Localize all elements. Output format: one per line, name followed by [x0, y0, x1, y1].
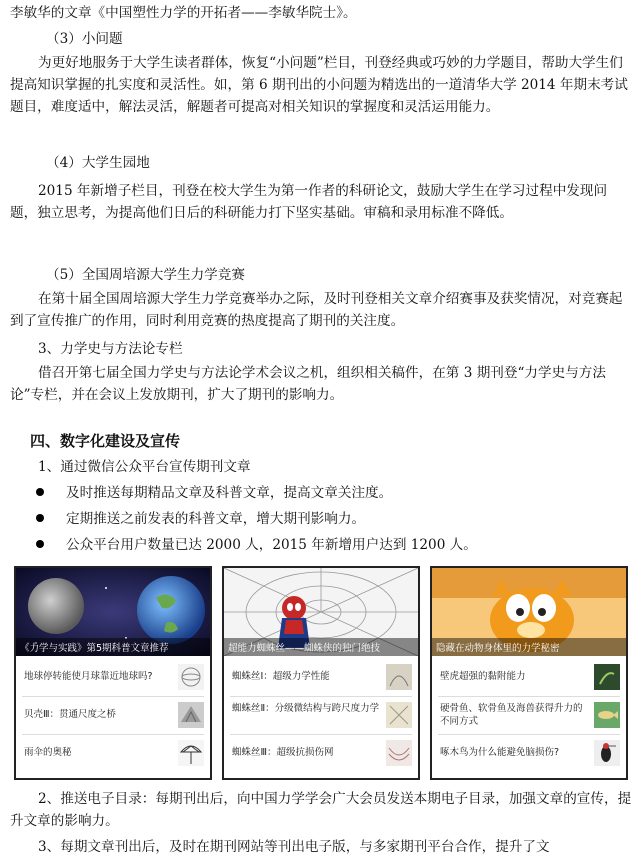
subsection-title-student-garden: （4）大学生园地 [46, 155, 150, 171]
divider [230, 734, 412, 735]
earth-icon [178, 664, 204, 690]
paragraph-competition: 在第十届全国周培源大学生力学竞赛举办之际，及时刊登相关文章介绍赛事及获奖情况，对竞赛起到了宣传推广的作用，同时利用竞赛的热度提高了期刊的关注度。 [10, 291, 623, 329]
divider [22, 734, 204, 735]
card-article-link[interactable]: 蜘蛛丝Ⅰ：超级力学性能 [232, 671, 330, 682]
section-heading-digital: 四、数字化建设及宣传 [30, 432, 181, 450]
card-caption: 《力学与实践》第5期科普文章推荐 [16, 638, 210, 656]
paragraph-publish-online: 3、每期文章刊出后，及时在期刊网站等刊出电子版，与多家期刊平台合作，提升了文 [38, 839, 550, 855]
card-article-link[interactable]: 地球停转能使月球靠近地球吗? [24, 671, 153, 682]
gecko-icon [594, 664, 620, 690]
microstructure-icon [386, 702, 412, 728]
woodpecker-icon [594, 740, 620, 766]
paragraph-student-garden: 2015 年新增子栏目，刊登在校大学生为第一作者的科研论文，鼓励大学生在学习过程中发现问题，独立思考，为提高他们日后的科研能力打下坚实基础。审稿和录用标准不降低。 [10, 183, 608, 221]
bullet-item: 定期推送之前发表的科普文章，增大期刊影响力。 [36, 508, 365, 530]
card-article-link[interactable]: 蜘蛛丝Ⅲ：超级抗损伤网 [232, 747, 334, 758]
subsection-title-small-problems: （3）小问题 [46, 31, 123, 47]
shell-icon [178, 702, 204, 728]
card-article-link[interactable]: 蜘蛛丝Ⅱ：分级微结构与跨尺度力学 [232, 703, 380, 714]
card-article-link[interactable]: 雨伞的奥秘 [24, 747, 72, 758]
divider [438, 734, 620, 735]
card-image-spider-web [224, 568, 418, 656]
paragraph-push-catalog: 2、推送电子目录：每期刊出后，向中国力学学会广大会员发送本期电子目录，加强文章的宣传，提升文章的影响力。 [10, 791, 632, 829]
bullet-dot [36, 488, 44, 496]
section-title-history: 3、力学史与方法论专栏 [38, 341, 183, 357]
paragraph-intro-tail: 李敏华的文章《中国塑性力学的开拓者——李敏华院士》。 [10, 5, 357, 21]
wechat-title: 1、通过微信公众平台宣传期刊文章 [38, 459, 251, 475]
divider [22, 696, 204, 697]
subsection-title-competition: （5）全国周培源大学生力学竞赛 [46, 267, 245, 283]
bullet-item: 及时推送每期精品文章及科普文章，提高文章关注度。 [36, 482, 392, 504]
card-article-link[interactable]: 壁虎超强的黏附能力 [440, 671, 526, 682]
card-article-link[interactable]: 贝壳Ⅲ：贯通尺度之桥 [24, 709, 117, 720]
bullet-dot [36, 540, 44, 548]
card-image-earth-moon [16, 568, 210, 656]
divider [230, 696, 412, 697]
card-article-link[interactable]: 硬骨鱼、软骨鱼及海兽获得升力的不同方式 [440, 703, 583, 727]
wechat-article-card[interactable] [14, 566, 212, 780]
card-article-link[interactable]: 啄木鸟为什么能避免脑损伤? [440, 747, 560, 758]
card-caption: 超能力蜘蛛丝——蜘蛛侠的独门绝技 [224, 638, 418, 656]
web-icon [386, 740, 412, 766]
wechat-article-card[interactable] [430, 566, 628, 780]
umbrella-icon [178, 740, 204, 766]
card-caption: 隐藏在动物身体里的力学秘密 [432, 638, 626, 656]
fish-icon [594, 702, 620, 728]
bullet-item: 公众平台用户数量已达 2000 人，2015 年新增用户达到 1200 人。 [36, 534, 477, 556]
bullet-dot [36, 514, 44, 522]
divider [438, 696, 620, 697]
card-image-garfield [432, 568, 626, 656]
paragraph-small-problems: 为更好地服务于大学生读者群体，恢复“小问题”栏目，刊登经典或巧妙的力学题目，帮助大学生们提高知识掌握的扎实度和灵活性。如，第 6 期刊出的小问题为精选出的一道清华大学 2014 年期末考试题目，难度适中，解法灵活，解题者可提高对相关知识的掌握度和灵活运用能力。 [10, 55, 628, 115]
spider-silk-icon [386, 664, 412, 690]
wechat-article-card[interactable] [222, 566, 420, 780]
paragraph-history: 借召开第七届全国力学史与方法论学术会议之机，组织相关稿件，在第 3 期刊登“力学史与方法论”专栏，并在会议上发放期刊，扩大了期刊的影响力。 [10, 365, 606, 403]
